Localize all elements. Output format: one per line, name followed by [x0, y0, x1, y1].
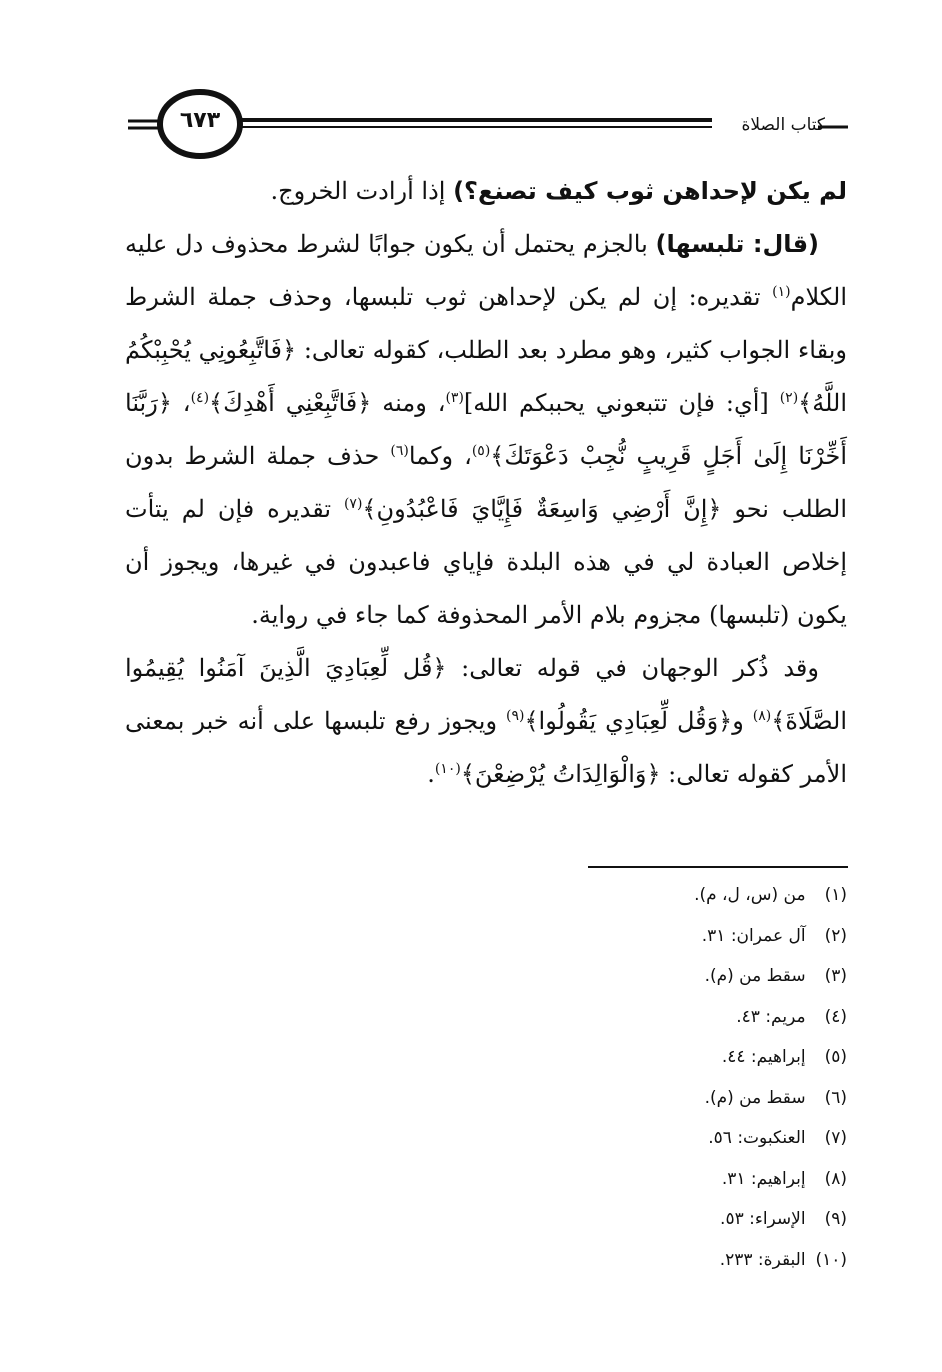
- footnote-ref: (٧): [343, 496, 363, 512]
- text-run: إذا أرادت الخروج.: [270, 177, 454, 205]
- footnote-text: من (س، ل، م).: [694, 885, 806, 905]
- footnote-item: [500, 1199, 847, 1240]
- text-run: بالجزم يحتمل أن يكون جوابًا لشرط محذوف دل عليه الكلام: [125, 230, 847, 311]
- quran-verse: ﴿فَاتَّبِعْنِي أَهْدِكَ﴾: [209, 389, 372, 417]
- text-run: ،: [171, 389, 191, 417]
- footnote-ref: (٦): [390, 443, 409, 459]
- footnote-number: (٦): [824, 1087, 847, 1108]
- quran-verse: ﴿وَالْوَالِدَاتُ يُرْضِعْنَ﴾: [460, 760, 661, 788]
- footnote-item: [500, 875, 847, 916]
- footnote-text: الإسراء: ٥٣.: [720, 1209, 806, 1229]
- footnote-item: [500, 1240, 847, 1281]
- footnote-ref: (٤): [190, 390, 210, 406]
- bold-phrase: (قال: تلبسها): [655, 230, 819, 258]
- paragraph-2: [125, 218, 847, 642]
- footnote-ref: (١): [772, 284, 791, 300]
- footnote-text: العنكبوت: ٥٦.: [708, 1128, 806, 1148]
- footnote-text: سقط من (م).: [704, 1087, 806, 1108]
- footnote-item: [500, 1118, 847, 1159]
- footnote-ref: (١٠): [434, 761, 461, 777]
- footnote-ref: (٨): [752, 708, 772, 724]
- quran-verse: ﴿قُل لِّعِبَادِيَ الَّذِينَ آمَنُوا يُقِيمُوا الصَّلَاةَ﴾: [125, 654, 847, 735]
- footnote-text: إبراهيم: ٣١.: [721, 1168, 806, 1189]
- footnote-item: [500, 1037, 847, 1078]
- footnote-number: (٢): [824, 925, 847, 946]
- text-run: حذف جملة الشرط بدون الطلب نحو: [125, 442, 847, 523]
- footnote-text: سقط من (م).: [704, 966, 806, 986]
- page-number: ٦٧٣: [179, 108, 221, 133]
- text-run: .: [427, 760, 435, 788]
- main-text: [125, 165, 847, 801]
- footnote-ref: (٥): [471, 443, 491, 459]
- footnote-item: [500, 916, 847, 957]
- text-run: ويجوز رفع تلبسها على أنه خبر بمعنى الأمر كقوله تعالى:: [125, 707, 847, 788]
- footnote-ref: (٩): [506, 708, 525, 724]
- footnote-text: البقرة: ٢٣٣.: [719, 1249, 806, 1270]
- footnote-number: (٣): [824, 966, 847, 986]
- footnote-item: [500, 956, 847, 997]
- text-run: تقديره فإن لم يتأت إخلاص العبادة لي في هذه البلدة فإياي فاعبدون في غيرها، ويجوز أن يكون (تلبسها) مجزوم بلام الأمر المحذوفة كما جاء في رواية.: [125, 495, 847, 629]
- footnote-text: إبراهيم: ٤٤.: [721, 1047, 806, 1067]
- footnote-number: (٤): [824, 1006, 847, 1027]
- footnote-text: مريم: ٤٣.: [736, 1006, 806, 1027]
- text-run: وقد ذُكر الوجهان في قوله تعالى:: [446, 654, 819, 682]
- quran-verse: ﴿فَاتَّبِعُونِي يُحْبِبْكُمُ اللَّهُ﴾: [125, 336, 848, 417]
- footnote-item: [500, 997, 847, 1038]
- footnote-number: (٥): [824, 1047, 847, 1067]
- footnotes-list: [500, 875, 847, 1280]
- quran-verse: ﴿رَبَّنَا أَخِّرْنَا إِلَىٰ أَجَلٍ قَرِيبٍ نُّجِبْ دَعْوَتَكَ﴾: [125, 389, 848, 470]
- quran-verse: ﴿وَقُل لِّعِبَادِي يَقُولُوا﴾: [524, 707, 733, 735]
- paragraph-1: [125, 165, 847, 218]
- footnote-number: (١): [824, 885, 847, 905]
- text-run: و: [732, 707, 753, 735]
- book-title: كتاب الصلاة: [741, 115, 825, 135]
- footnote-item: [500, 1159, 847, 1200]
- footnote-number: (٧): [824, 1128, 847, 1148]
- text-run: ، وكما: [408, 442, 472, 470]
- footnote-number: (١٠): [815, 1249, 847, 1270]
- footnote-number: (٨): [824, 1168, 847, 1189]
- footnote-number: (٩): [824, 1209, 847, 1229]
- footnote-ref: (٣): [445, 390, 464, 406]
- paragraph-3: [125, 642, 847, 801]
- footnote-item: [500, 1078, 847, 1119]
- bold-phrase: لم يكن لإحداهن ثوب كيف تصنع؟): [453, 177, 847, 205]
- footnote-divider: [588, 866, 848, 868]
- footnote-ref: (٢): [779, 390, 799, 406]
- text-run: ، ومنه: [371, 389, 446, 417]
- text-run: [أي: فإن تتبعوني يحببكم الله]: [463, 389, 780, 417]
- footnote-text: آل عمران: ٣١.: [701, 925, 806, 946]
- quran-verse: ﴿إِنَّ أَرْضِي وَاسِعَةٌ فَإِيَّايَ فَاعْبُدُونِ﴾: [362, 495, 722, 523]
- text-run: تقديره: إن لم يكن لإحداهن ثوب تلبسها، وحذف جملة الشرط وبقاء الجواب كثير، وهو مطرد بعد الطلب، كقوله تعالى:: [125, 283, 847, 364]
